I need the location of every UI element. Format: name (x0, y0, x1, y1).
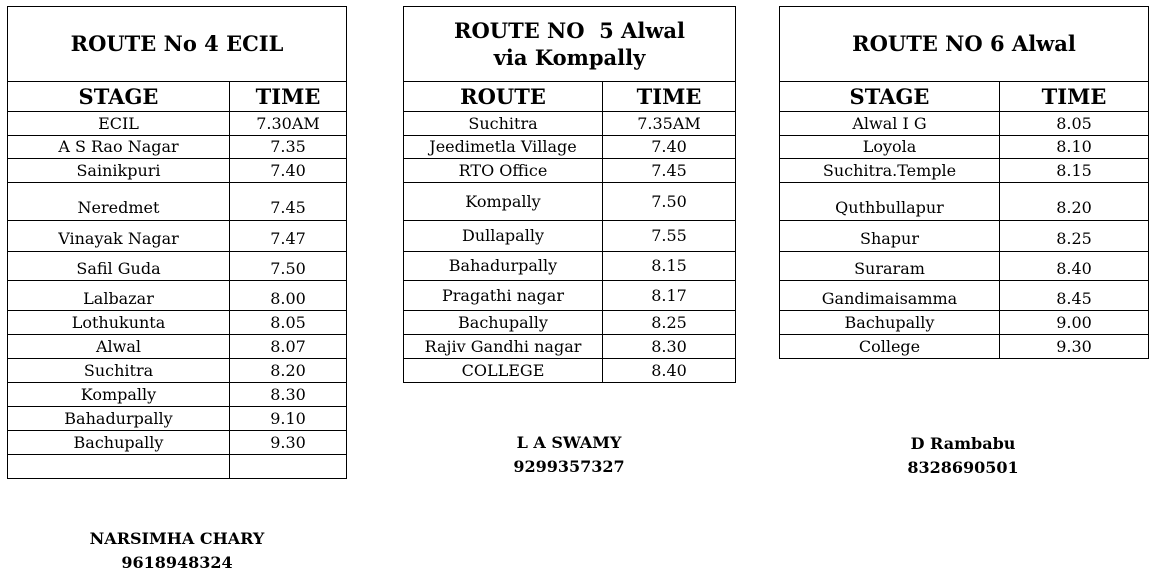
table-row (780, 136, 1149, 159)
stage-cell: Gandimaisamma (780, 281, 1000, 311)
route-4-title: ROUTE No 4 ECIL (8, 7, 347, 82)
time-cell: 8.05 (230, 311, 347, 335)
table-row (8, 221, 347, 252)
stage-cell: Neredmet (8, 183, 230, 221)
stage-cell: RTO Office (404, 159, 603, 183)
table-row (780, 112, 1149, 136)
table-row (8, 311, 347, 335)
time-cell: 8.17 (603, 281, 736, 311)
time-cell: 8.05 (1000, 112, 1149, 136)
time-cell: 8.20 (230, 359, 347, 383)
table-row (404, 281, 736, 311)
stage-cell: Lothukunta (8, 311, 230, 335)
table-row (780, 311, 1149, 335)
time-cell: 7.35 (230, 136, 347, 159)
table-row (8, 383, 347, 407)
table-row (404, 159, 736, 183)
time-cell: 8.25 (1000, 221, 1149, 252)
table-row (8, 431, 347, 455)
table-row (780, 252, 1149, 281)
time-cell: 8.40 (1000, 252, 1149, 281)
time-cell: 8.10 (1000, 136, 1149, 159)
stage-cell: Alwal I G (780, 112, 1000, 136)
stage-cell: Alwal (8, 335, 230, 359)
route-6-title: ROUTE NO 6 Alwal (780, 7, 1149, 82)
stage-cell: Kompally (8, 383, 230, 407)
stage-cell: College (780, 335, 1000, 359)
time-cell: 7.30AM (230, 112, 347, 136)
stage-cell: Vinayak Nagar (8, 221, 230, 252)
stage-cell: Suchitra.Temple (780, 159, 1000, 183)
time-cell: 8.00 (230, 281, 347, 311)
time-cell: 7.45 (603, 159, 736, 183)
route-5-title (404, 7, 736, 82)
route-header: ROUTE (404, 82, 603, 112)
time-header: TIME (230, 82, 347, 112)
table-row (404, 359, 736, 383)
stage-header: STAGE (8, 82, 230, 112)
stage-cell: Bachupally (404, 311, 603, 335)
stage-cell: Kompally (404, 183, 603, 221)
table-row (8, 407, 347, 431)
time-cell: 9.00 (1000, 311, 1149, 335)
table-row (8, 136, 347, 159)
time-cell: 8.20 (1000, 183, 1149, 221)
time-cell: 8.30 (603, 335, 736, 359)
stage-cell: Suchitra (8, 359, 230, 383)
stage-cell: Rajiv Gandhi nagar (404, 335, 603, 359)
stage-cell: ECIL (8, 112, 230, 136)
time-cell: 9.30 (230, 431, 347, 455)
stage-cell: Suchitra (404, 112, 603, 136)
stage-cell: Lalbazar (8, 281, 230, 311)
time-cell: 8.45 (1000, 281, 1149, 311)
route-5-table (403, 6, 735, 383)
stage-header: STAGE (780, 82, 1000, 112)
table-row (8, 335, 347, 359)
table-row (780, 335, 1149, 359)
route-5-title-line2: via Kompally (493, 45, 646, 70)
table-row (780, 281, 1149, 311)
stage-cell: Quthbullapur (780, 183, 1000, 221)
time-cell: 7.50 (230, 252, 347, 281)
time-cell: 8.07 (230, 335, 347, 359)
time-cell (230, 455, 347, 479)
stage-cell: Bahadurpally (8, 407, 230, 431)
stage-cell: Bahadurpally (404, 252, 603, 281)
table-row (404, 311, 736, 335)
table-row (404, 335, 736, 359)
table-row (8, 183, 347, 221)
time-cell: 9.30 (1000, 335, 1149, 359)
time-header: TIME (1000, 82, 1149, 112)
time-cell: 9.10 (230, 407, 347, 431)
stage-cell: Bachupally (780, 311, 1000, 335)
table-row (404, 221, 736, 252)
time-cell: 8.15 (603, 252, 736, 281)
time-cell: 8.40 (603, 359, 736, 383)
stage-cell (8, 455, 230, 479)
time-cell: 8.25 (603, 311, 736, 335)
route-5-title-line1: ROUTE NO 5 Alwal (454, 17, 685, 43)
table-row (8, 455, 347, 479)
table-row (404, 112, 736, 136)
time-cell: 7.47 (230, 221, 347, 252)
stage-cell: Suraram (780, 252, 1000, 281)
table-row (8, 112, 347, 136)
stage-cell: Loyola (780, 136, 1000, 159)
table-row (780, 159, 1149, 183)
route-4-contact (47, 527, 307, 575)
stage-cell: Dullapally (404, 221, 603, 252)
time-header: TIME (603, 82, 736, 112)
contact-phone: 9299357327 (513, 457, 625, 476)
table-row (8, 281, 347, 311)
time-cell: 7.45 (230, 183, 347, 221)
contact-phone: 9618948324 (121, 553, 233, 572)
table-row (404, 183, 736, 221)
time-cell: 7.50 (603, 183, 736, 221)
table-row (8, 359, 347, 383)
route-5-contact (439, 431, 699, 479)
time-cell: 7.40 (603, 136, 736, 159)
stage-cell: Bachupally (8, 431, 230, 455)
stage-cell: Jeedimetla Village (404, 136, 603, 159)
contact-name: L A SWAMY (516, 433, 622, 452)
stage-cell: COLLEGE (404, 359, 603, 383)
stage-cell: Safil Guda (8, 252, 230, 281)
contact-phone: 8328690501 (907, 458, 1019, 477)
time-cell: 7.35AM (603, 112, 736, 136)
route-6-table (779, 6, 1148, 359)
time-cell: 7.40 (230, 159, 347, 183)
table-row (404, 136, 736, 159)
stage-cell: Pragathi nagar (404, 281, 603, 311)
stage-cell: Sainikpuri (8, 159, 230, 183)
time-cell: 8.30 (230, 383, 347, 407)
table-row (780, 183, 1149, 221)
time-cell: 8.15 (1000, 159, 1149, 183)
time-cell: 7.55 (603, 221, 736, 252)
contact-name: D Rambabu (910, 434, 1016, 453)
table-row (780, 221, 1149, 252)
stage-cell: Shapur (780, 221, 1000, 252)
table-row (8, 159, 347, 183)
table-row (8, 252, 347, 281)
contact-name: NARSIMHA CHARY (89, 529, 265, 548)
route-6-contact (833, 432, 1093, 480)
stage-cell: A S Rao Nagar (8, 136, 230, 159)
route-4-table (7, 6, 346, 479)
table-row (404, 252, 736, 281)
